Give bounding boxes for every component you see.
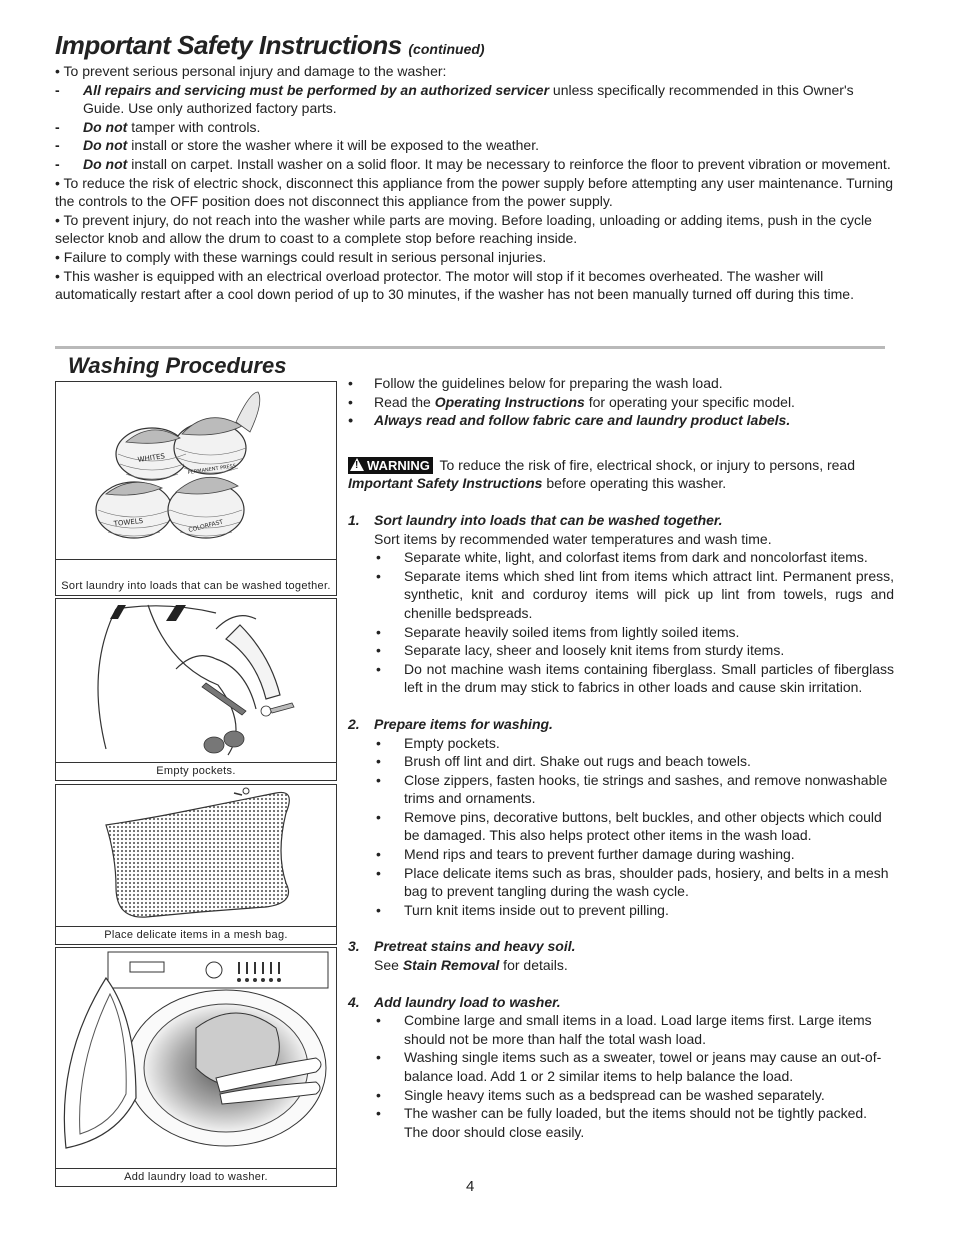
safety-intro: • To prevent serious personal injury and damage to the washer: xyxy=(55,63,447,79)
continued-label: (continued) xyxy=(408,41,485,57)
step-heading xyxy=(348,937,894,956)
basket-label-colorfast: COLORFAST xyxy=(187,518,224,534)
step-item: • Remove pins, decorative buttons, belt buckles, and other objects which could be damaged. This also helps protect other items in the wash load. xyxy=(376,808,882,844)
step-heading xyxy=(348,993,894,1012)
warning-text: before operating this washer. xyxy=(542,475,727,492)
intro-text: Read the xyxy=(374,393,435,410)
safety-dash-item: - All repairs and servicing must be performed by an authorized servicer unless specifically recommended in this Owner's Guide. Use only authorized factory parts. xyxy=(55,81,854,117)
intro-text: Follow the guidelines below for preparing the wash load. xyxy=(374,375,723,391)
figure-caption: Add laundry load to washer. xyxy=(124,1171,268,1183)
figure-caption: Place delicate items in a mesh bag. xyxy=(104,929,288,941)
dash-bold: Do not xyxy=(83,155,128,172)
intro-bold: Operating Instructions xyxy=(434,393,585,410)
safety-paragraph: • Failure to comply with these warnings could result in serious personal injuries. xyxy=(55,248,547,265)
step-item: • Place delicate items such as bras, shoulder pads, hosiery, and belts in a mesh bag to prevent tangling during the wash cycle. xyxy=(376,864,889,900)
warning-triangle-icon: ! xyxy=(350,458,364,471)
mesh-bag-illustration xyxy=(56,785,336,927)
intro-item: • Follow the guidelines below for preparing the wash load. xyxy=(348,375,723,391)
page-number: 4 xyxy=(466,1178,475,1195)
dash-text: unless specifically recommended in this Owner's Guide. Use only authorized factory parts. xyxy=(83,81,854,117)
step-item: • Separate lacy, sheer and loosely knit items from sturdy items. xyxy=(376,642,785,659)
step-item: • Combine large and small items in a load. Load large items first. Large items should not be more than half the total wash load. xyxy=(376,1012,872,1047)
laundry-baskets-illustration xyxy=(56,382,336,560)
dash-text: install on carpet. Install washer on a solid floor. It may be necessary to reinforce the floor to prevent vibration or movement. xyxy=(127,155,891,172)
load-washer-illustration xyxy=(56,948,336,1169)
step-item: • Separate items which shed lint from items which attract lint. Permanent press, synthetic, knit and corduroy items will pick up lint from towels, rugs and chenille bedspreads. xyxy=(376,567,894,621)
step-item-text: Combine large and small items in a load. Load large items first. Large items should not be more than half the total wash load. xyxy=(404,1012,872,1047)
empty-pockets-illustration xyxy=(56,599,336,763)
step-item-text: The washer can be fully loaded, but the items should not be tightly packed. The door should close easily. xyxy=(404,1105,868,1140)
washing-instructions xyxy=(348,374,894,1141)
step-number: 3. xyxy=(348,938,360,955)
step-item-text: Washing single items such as a sweater, towel or jeans may cause an out-of-balance load. Add 1 or 2 similar items to help balance the load. xyxy=(404,1049,882,1084)
step-title: Prepare items for washing. xyxy=(374,715,553,732)
safety-dash-item: - Do not install or store the washer where it will be exposed to the weather. xyxy=(55,137,539,154)
step-item: • Empty pockets. xyxy=(376,734,500,751)
step-number: 4. xyxy=(348,993,360,1010)
safety-paragraph: • To reduce the risk of electric shock, disconnect this appliance from the power supply before attempting any user maintenance. Turning the controls to the OFF position does not disconnect this appliance from the power supply. xyxy=(55,174,894,210)
safety-dash-item: - Do not install on carpet. Install washer on a solid floor. It may be necessary to reinforce the floor to prevent vibration or movement. xyxy=(55,155,891,172)
step-lead: Sort items by recommended water temperatures and wash time. xyxy=(374,530,772,547)
step-heading xyxy=(348,511,894,530)
intro-item: • Read the Operating Instructions for operating your specific model. xyxy=(348,393,795,410)
warning-badge xyxy=(348,457,433,474)
step-item-text: Separate white, light, and colorfast items from dark and noncolorfast items. xyxy=(404,549,868,566)
step-item: • Brush off lint and dirt. Shake out rugs and beach towels. xyxy=(376,753,751,770)
step-item-text: Single heavy items such as a bedspread can be washed separately. xyxy=(404,1086,825,1103)
step-number: 2. xyxy=(348,715,360,732)
warning-bold: Important Safety Instructions xyxy=(348,475,543,492)
step-item: • Turn knit items inside out to prevent pilling. xyxy=(376,901,669,918)
step-item-text: Do not machine wash items containing fiberglass. Small particles of fiberglass left in the drum may stick to fabrics in other loads and cause skin irritation. xyxy=(404,660,894,696)
step-text: for details. xyxy=(499,957,568,974)
step-title: Sort laundry into loads that can be washed together. xyxy=(374,511,723,528)
figure-load-washer xyxy=(55,947,337,1187)
step-title: Pretreat stains and heavy soil. xyxy=(374,938,576,955)
step-item: • The washer can be fully loaded, but the items should not be tightly packed. The door should close easily. xyxy=(376,1105,868,1140)
dash-text: install or store the washer where it will be exposed to the weather. xyxy=(127,137,539,154)
step-item-text: Separate heavily soiled items from lightly soiled items. xyxy=(404,623,740,640)
intro-bold: Always read and follow fabric care and laundry product labels. xyxy=(374,412,791,429)
warning-text: To reduce the risk of fire, electrical shock, or injury to persons, read xyxy=(435,456,855,473)
page-title xyxy=(55,28,485,66)
safety-paragraph: • To prevent injury, do not reach into the washer while parts are moving. Before loading, unloading or adding items, push in the cycle selector knob and allow the drum to coast to a complete stop before reaching inside. xyxy=(55,211,872,247)
step-item-text: Separate lacy, sheer and loosely knit items from sturdy items. xyxy=(404,642,785,659)
step-item: • Separate heavily soiled items from lightly soiled items. xyxy=(376,623,740,640)
figure-sort-laundry xyxy=(55,381,337,596)
step-item-text: Place delicate items such as bras, shoulder pads, hosiery, and belts in a mesh bag to prevent tangling during the wash cycle. xyxy=(404,864,889,900)
section-divider xyxy=(55,346,885,349)
figure-caption: Sort laundry into loads that can be washed together. xyxy=(61,580,331,592)
step-title: Add laundry load to washer. xyxy=(374,993,561,1010)
step-lead xyxy=(348,956,894,975)
step-item-text: Empty pockets. xyxy=(404,734,500,751)
step-item-text: Mend rips and tears to prevent further damage during washing. xyxy=(404,846,795,863)
title-text: Important Safety Instructions xyxy=(55,30,402,60)
step-number: 1. xyxy=(348,511,360,528)
step-item-text: Close zippers, fasten hooks, tie strings and sashes, and remove nonwashable trims and ornaments. xyxy=(404,771,888,807)
dash-text: tamper with controls. xyxy=(127,118,261,135)
warning-paragraph xyxy=(348,456,894,493)
intro-item: • Always read and follow fabric care and laundry product labels. xyxy=(348,412,791,429)
step-item-text: Brush off lint and dirt. Shake out rugs and beach towels. xyxy=(404,753,751,770)
safety-paragraph: • This washer is equipped with an electrical overload protector. The motor will stop if it becomes overheated. The washer will automatically restart after a cool down period of up to 30 minutes, if the washer has not been manually turned off during this time. xyxy=(55,267,854,303)
step-item-text: Turn knit items inside out to prevent pilling. xyxy=(404,901,669,918)
step-bold: Stain Removal xyxy=(402,957,500,974)
step-item: • Close zippers, fasten hooks, tie strings and sashes, and remove nonwashable trims and ornaments. xyxy=(376,771,888,807)
step-heading xyxy=(348,715,894,734)
figure-caption: Empty pockets. xyxy=(156,765,236,777)
intro-text: for operating your specific model. xyxy=(584,393,795,410)
step-item-text: Separate items which shed lint from items which attract lint. Permanent press, synthetic, knit and corduroy items will pick up lint from towels, rugs and chenille bedspreads. xyxy=(404,567,894,621)
figure-mesh-bag xyxy=(55,784,337,945)
figure-empty-pockets xyxy=(55,598,337,781)
dash-bold: Do not xyxy=(83,118,128,135)
safety-dash-item: - Do not tamper with controls. xyxy=(55,118,261,135)
dash-bold: Do not xyxy=(83,137,128,154)
step-item: • Washing single items such as a sweater, towel or jeans may cause an out-of-balance load. Add 1 or 2 similar items to help balance the load. xyxy=(376,1049,882,1084)
step-item-text: Remove pins, decorative buttons, belt buckles, and other objects which could be damaged. This also helps protect other items in the wash load. xyxy=(404,808,882,844)
warning-label: WARNING xyxy=(367,457,430,473)
step-item: • Single heavy items such as a bedspread can be washed separately. xyxy=(376,1086,825,1103)
step-item: • Separate white, light, and colorfast items from dark and noncolorfast items. xyxy=(376,549,868,566)
step-text: See xyxy=(374,957,403,974)
safety-section xyxy=(55,62,895,304)
step-item: • Mend rips and tears to prevent further damage during washing. xyxy=(376,846,795,863)
basket-label-whites: WHITES xyxy=(137,452,166,464)
step-item: • Do not machine wash items containing fiberglass. Small particles of fiberglass left in the drum may stick to fabrics in other loads and cause skin irritation. xyxy=(376,660,894,696)
section-title: Washing Procedures xyxy=(68,353,287,378)
basket-label-permanent-press: PERMANENT PRESS xyxy=(187,463,237,476)
dash-bold: All repairs and servicing must be performed by an authorized servicer xyxy=(83,81,550,98)
basket-label-towels: TOWELS xyxy=(113,516,144,528)
